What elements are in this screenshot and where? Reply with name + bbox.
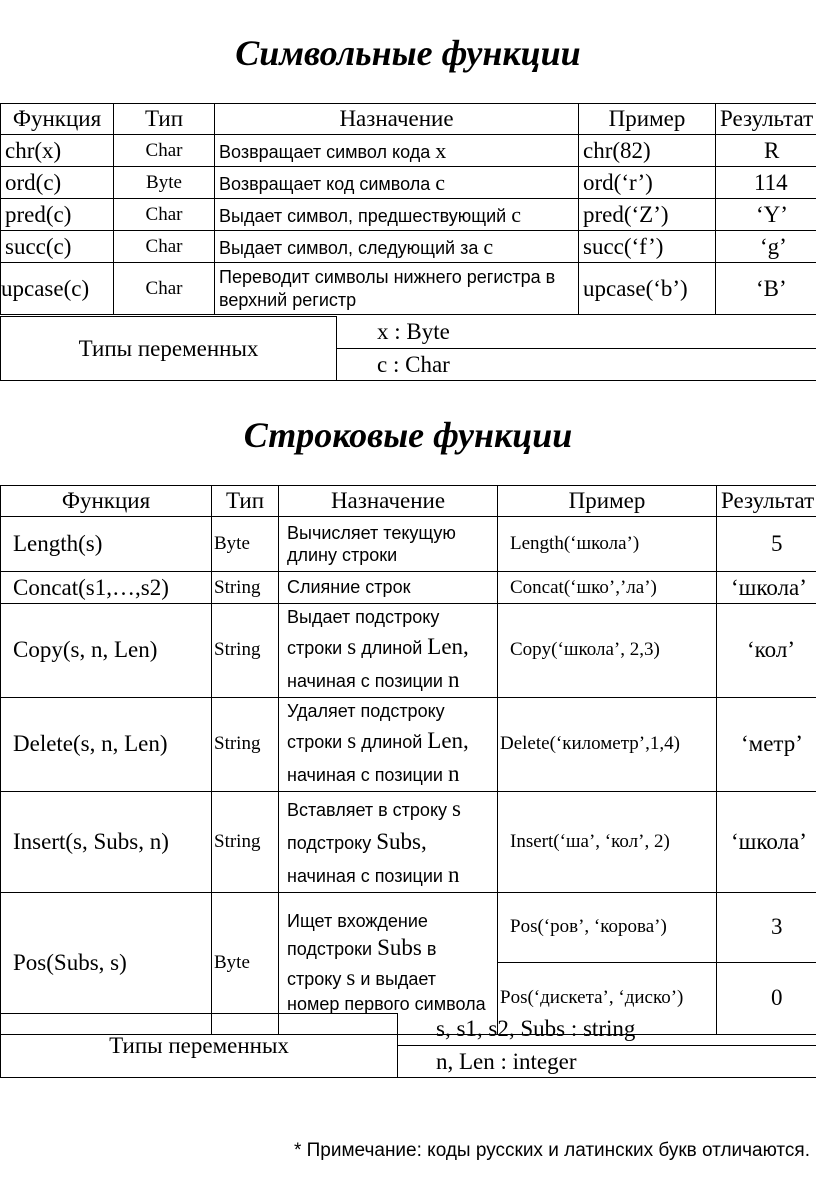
function-cell: Pos(Subs, s) [1,892,212,1034]
type-cell: String [212,604,279,698]
function-cell: ord(c) [1,167,114,199]
example-cell: Insert(‘ша’, ‘кол’, 2) [498,791,717,892]
function-cell: Delete(s, n, Len) [1,697,212,791]
var-type-row: x : Byte [337,317,816,349]
example-cell: Pos(‘дискета’, ‘диско’) [498,962,717,1034]
header-function: Функция [1,104,114,135]
function-cell: pred(c) [1,199,114,231]
table-row [1,572,816,604]
type-cell: Char [114,231,215,263]
table-row [1,167,816,199]
result-cell: ‘Y’ [716,199,816,231]
example-cell: Copy(‘школа’, 2,3) [498,604,717,698]
table-row [1,231,816,263]
result-cell: ‘кол’ [717,604,816,698]
table-row [1,892,816,962]
type-cell: Byte [114,167,215,199]
example-cell: ord(‘r’) [579,167,716,199]
var-type-row: c : Char [337,349,816,381]
type-cell: String [212,697,279,791]
var-type-row: s, s1, s2, Subs : string [398,1014,816,1046]
table-header-row [1,104,816,135]
function-cell: chr(x) [1,135,114,167]
header-function: Функция [1,486,212,517]
example-cell: Concat(‘шко’,’ла’) [498,572,717,604]
example-cell: Pos(‘ров’, ‘корова’) [498,892,717,962]
purpose-cell: Выдает символ, следующий за c [215,231,579,263]
type-cell: Char [114,135,215,167]
vars-label: Типы переменных [1,317,337,381]
result-cell: ‘B’ [716,263,816,315]
table-row [1,263,816,315]
table-row [1,517,816,572]
result-cell: ‘школа’ [717,572,816,604]
header-purpose: Назначение [279,486,498,517]
example-cell: upcase(‘b’) [579,263,716,315]
example-cell: Length(‘школа’) [498,517,717,572]
purpose-cell: Вычисляет текущую длину строки [279,517,498,572]
result-cell: 0 [717,962,816,1034]
function-cell: succ(c) [1,231,114,263]
char-functions-title: Символьные функции [235,33,581,73]
type-cell: String [212,572,279,604]
char-functions-table [0,103,816,315]
vars-label: Типы переменных [1,1014,398,1078]
type-cell: String [212,791,279,892]
purpose-cell: Удаляет подстроку строки s длиной Len, начиная с позиции n [279,697,498,791]
purpose-cell: Выдает символ, предшествующий c [215,199,579,231]
header-example: Пример [498,486,717,517]
function-cell: Copy(s, n, Len) [1,604,212,698]
purpose-cell: Ищет вхождение подстроки Subs в строку s и выдает номер первого символа [279,892,498,1034]
result-cell: 114 [716,167,816,199]
example-cell: Delete(‘километр’,1,4) [498,697,717,791]
purpose-cell: Выдает подстроку строки s длиной Len, начиная с позиции n [279,604,498,698]
table-row [1,604,816,698]
purpose-cell: Переводит символы нижнего регистра в верхний регистр [215,263,579,315]
result-cell: 3 [717,892,816,962]
table-header-row [1,486,816,517]
string-vars-table [0,1013,816,1078]
header-example: Пример [579,104,716,135]
header-result: Результат [717,486,816,517]
type-cell: Char [114,263,215,315]
example-cell: succ(‘f’) [579,231,716,263]
purpose-cell: Возвращает символ кода x [215,135,579,167]
footnote: * Примечание: коды русских и латинских букв отличаются. [293,1140,810,1161]
function-cell: upcase(c) [1,263,114,315]
header-type: Тип [114,104,215,135]
type-cell: Char [114,199,215,231]
result-cell: ‘g’ [716,231,816,263]
purpose-cell: Вставляет в строку s подстроку Subs, начиная с позиции n [279,791,498,892]
header-purpose: Назначение [215,104,579,135]
table-row [1,135,816,167]
header-result: Результат [716,104,816,135]
result-cell: 5 [717,517,816,572]
result-cell: ‘метр’ [717,697,816,791]
char-vars-table [0,316,816,381]
result-cell: R [716,135,816,167]
table-row [1,697,816,791]
header-type: Тип [212,486,279,517]
string-functions-title: Строковые функции [243,415,573,455]
var-type-row: n, Len : integer [398,1046,816,1078]
example-cell: chr(82) [579,135,716,167]
table-row [1,791,816,892]
type-cell: Byte [212,517,279,572]
function-cell: Concat(s1,…,s2) [1,572,212,604]
type-cell: Byte [212,892,279,1034]
table-row [1,199,816,231]
string-functions-table [0,485,816,1035]
function-cell: Insert(s, Subs, n) [1,791,212,892]
purpose-cell: Слияние строк [279,572,498,604]
result-cell: ‘школа’ [717,791,816,892]
function-cell: Length(s) [1,517,212,572]
purpose-cell: Возвращает код символа c [215,167,579,199]
example-cell: pred(‘Z’) [579,199,716,231]
